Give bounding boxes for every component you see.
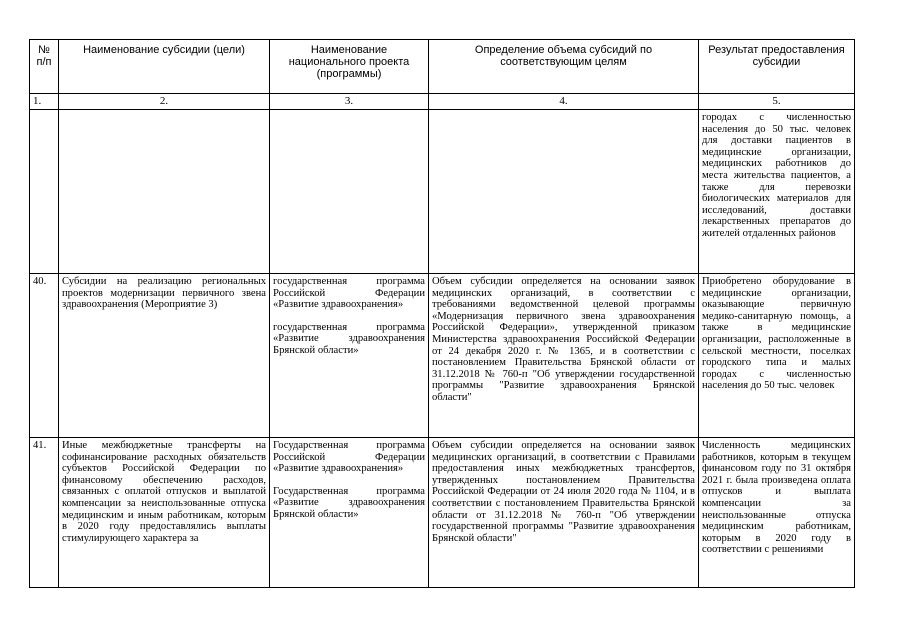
column-number: 3. — [270, 94, 429, 110]
document-page — [29, 39, 855, 588]
cell-subsidy-name: Субсидии на реализацию региональных проектов модернизации первичного звена здравоохранения (Мероприятие 3) — [59, 274, 270, 438]
header-row — [30, 40, 855, 94]
program-regional: государственная программа «Развитие здравоохранения Брянской области» — [273, 321, 425, 356]
cell-program — [270, 438, 429, 588]
header-num: № п/п — [30, 40, 59, 94]
header-result: Результат предоставления субсидии — [699, 40, 855, 94]
header-volume-definition: Определение объема субсидий по соответствующим целям — [429, 40, 699, 94]
cell-num: 40. — [30, 274, 59, 438]
cell-num: 41. — [30, 438, 59, 588]
subsidies-table — [29, 39, 855, 588]
table-row — [30, 438, 855, 588]
table-row — [30, 274, 855, 438]
header-project-name: Наименование национального проекта (программы) — [270, 40, 429, 94]
cell-empty — [270, 110, 429, 274]
program-federal: государственная программа Российской Федерации «Развитие здравоохранения» — [273, 276, 425, 311]
cell-volume-definition: Объем субсидии определяется на основании заявок медицинских организаций, в соответствии с требованиями ведомственной целевой программы «Модернизация первичного звена здравоохранения Российской Федерации», утвержденной приказом Министерства здравоохранения Российской Федерации от 24 декабря 2020 г. № 1365, и в соответствии с постановлением Правительства Брянской области от 31.12.2018 № 760-п "Об утверждении государственной программы "Развитие здравоохранения Брянской области" — [429, 274, 699, 438]
column-number: 2. — [59, 94, 270, 110]
column-number: 1. — [30, 94, 59, 110]
cell-result: Приобретено оборудование в медицинские организации, оказывающие первичную медико-санитарную помощь, а также в медицинские организации, расположенные в сельской местности, поселках городского типа и малых городах с численностью населения до 50 тыс. человек — [699, 274, 855, 438]
cell-result: Численность медицинских работников, которым в текущем финансовом году по 31 октября 2021 г. была произведена оплата отпусков и выплата компенсации за неиспользованные отпуска медицинским работникам, которым в 2020 году в соответствии с решениями — [699, 438, 855, 588]
column-number-row — [30, 94, 855, 110]
header-subsidy-name: Наименование субсидии (цели) — [59, 40, 270, 94]
column-number: 5. — [699, 94, 855, 110]
cell-volume-definition: Объем субсидии определяется на основании заявок медицинских организаций, в соответствии с Правилами предоставления иных межбюджетных трансфертов, утвержденных постановлением Правительства Российской Федерации от 24 июля 2020 года № 1104, и в соответствии с постановлением Правительства Брянской области от 31.12.2018 № 760-п "Об утверждении государственной программы "Развитие здравоохранения Брянской области" — [429, 438, 699, 588]
cell-empty — [30, 110, 59, 274]
column-number: 4. — [429, 94, 699, 110]
cell-subsidy-name: Иные межбюджетные трансферты на софинансирование расходных обязательств субъектов Российской Федерации по финансовому обеспечению расходов, связанных с оплатой отпусков и выплатой компенсации за неиспользованные отпуска медицинским и иным работникам, которым в 2020 году предоставлялись выплаты стимулирующего характера за — [59, 438, 270, 588]
program-federal: Государственная программа Российской Федерации «Развитие здравоохранения» — [273, 440, 425, 475]
cell-program — [270, 274, 429, 438]
table-row-continuation — [30, 110, 855, 274]
cell-result-continuation: городах с численностью населения до 50 тыс. человек для доставки пациентов в медицинские организации, медицинских работников до места жительства пациентов, а также для перевозки биологических материалов для исследований, доставки лекарственных препаратов до жителей отдаленных районов — [699, 110, 855, 274]
cell-empty — [429, 110, 699, 274]
program-regional: Государственная программа «Развитие здравоохранения Брянской области» — [273, 485, 425, 520]
cell-empty — [59, 110, 270, 274]
